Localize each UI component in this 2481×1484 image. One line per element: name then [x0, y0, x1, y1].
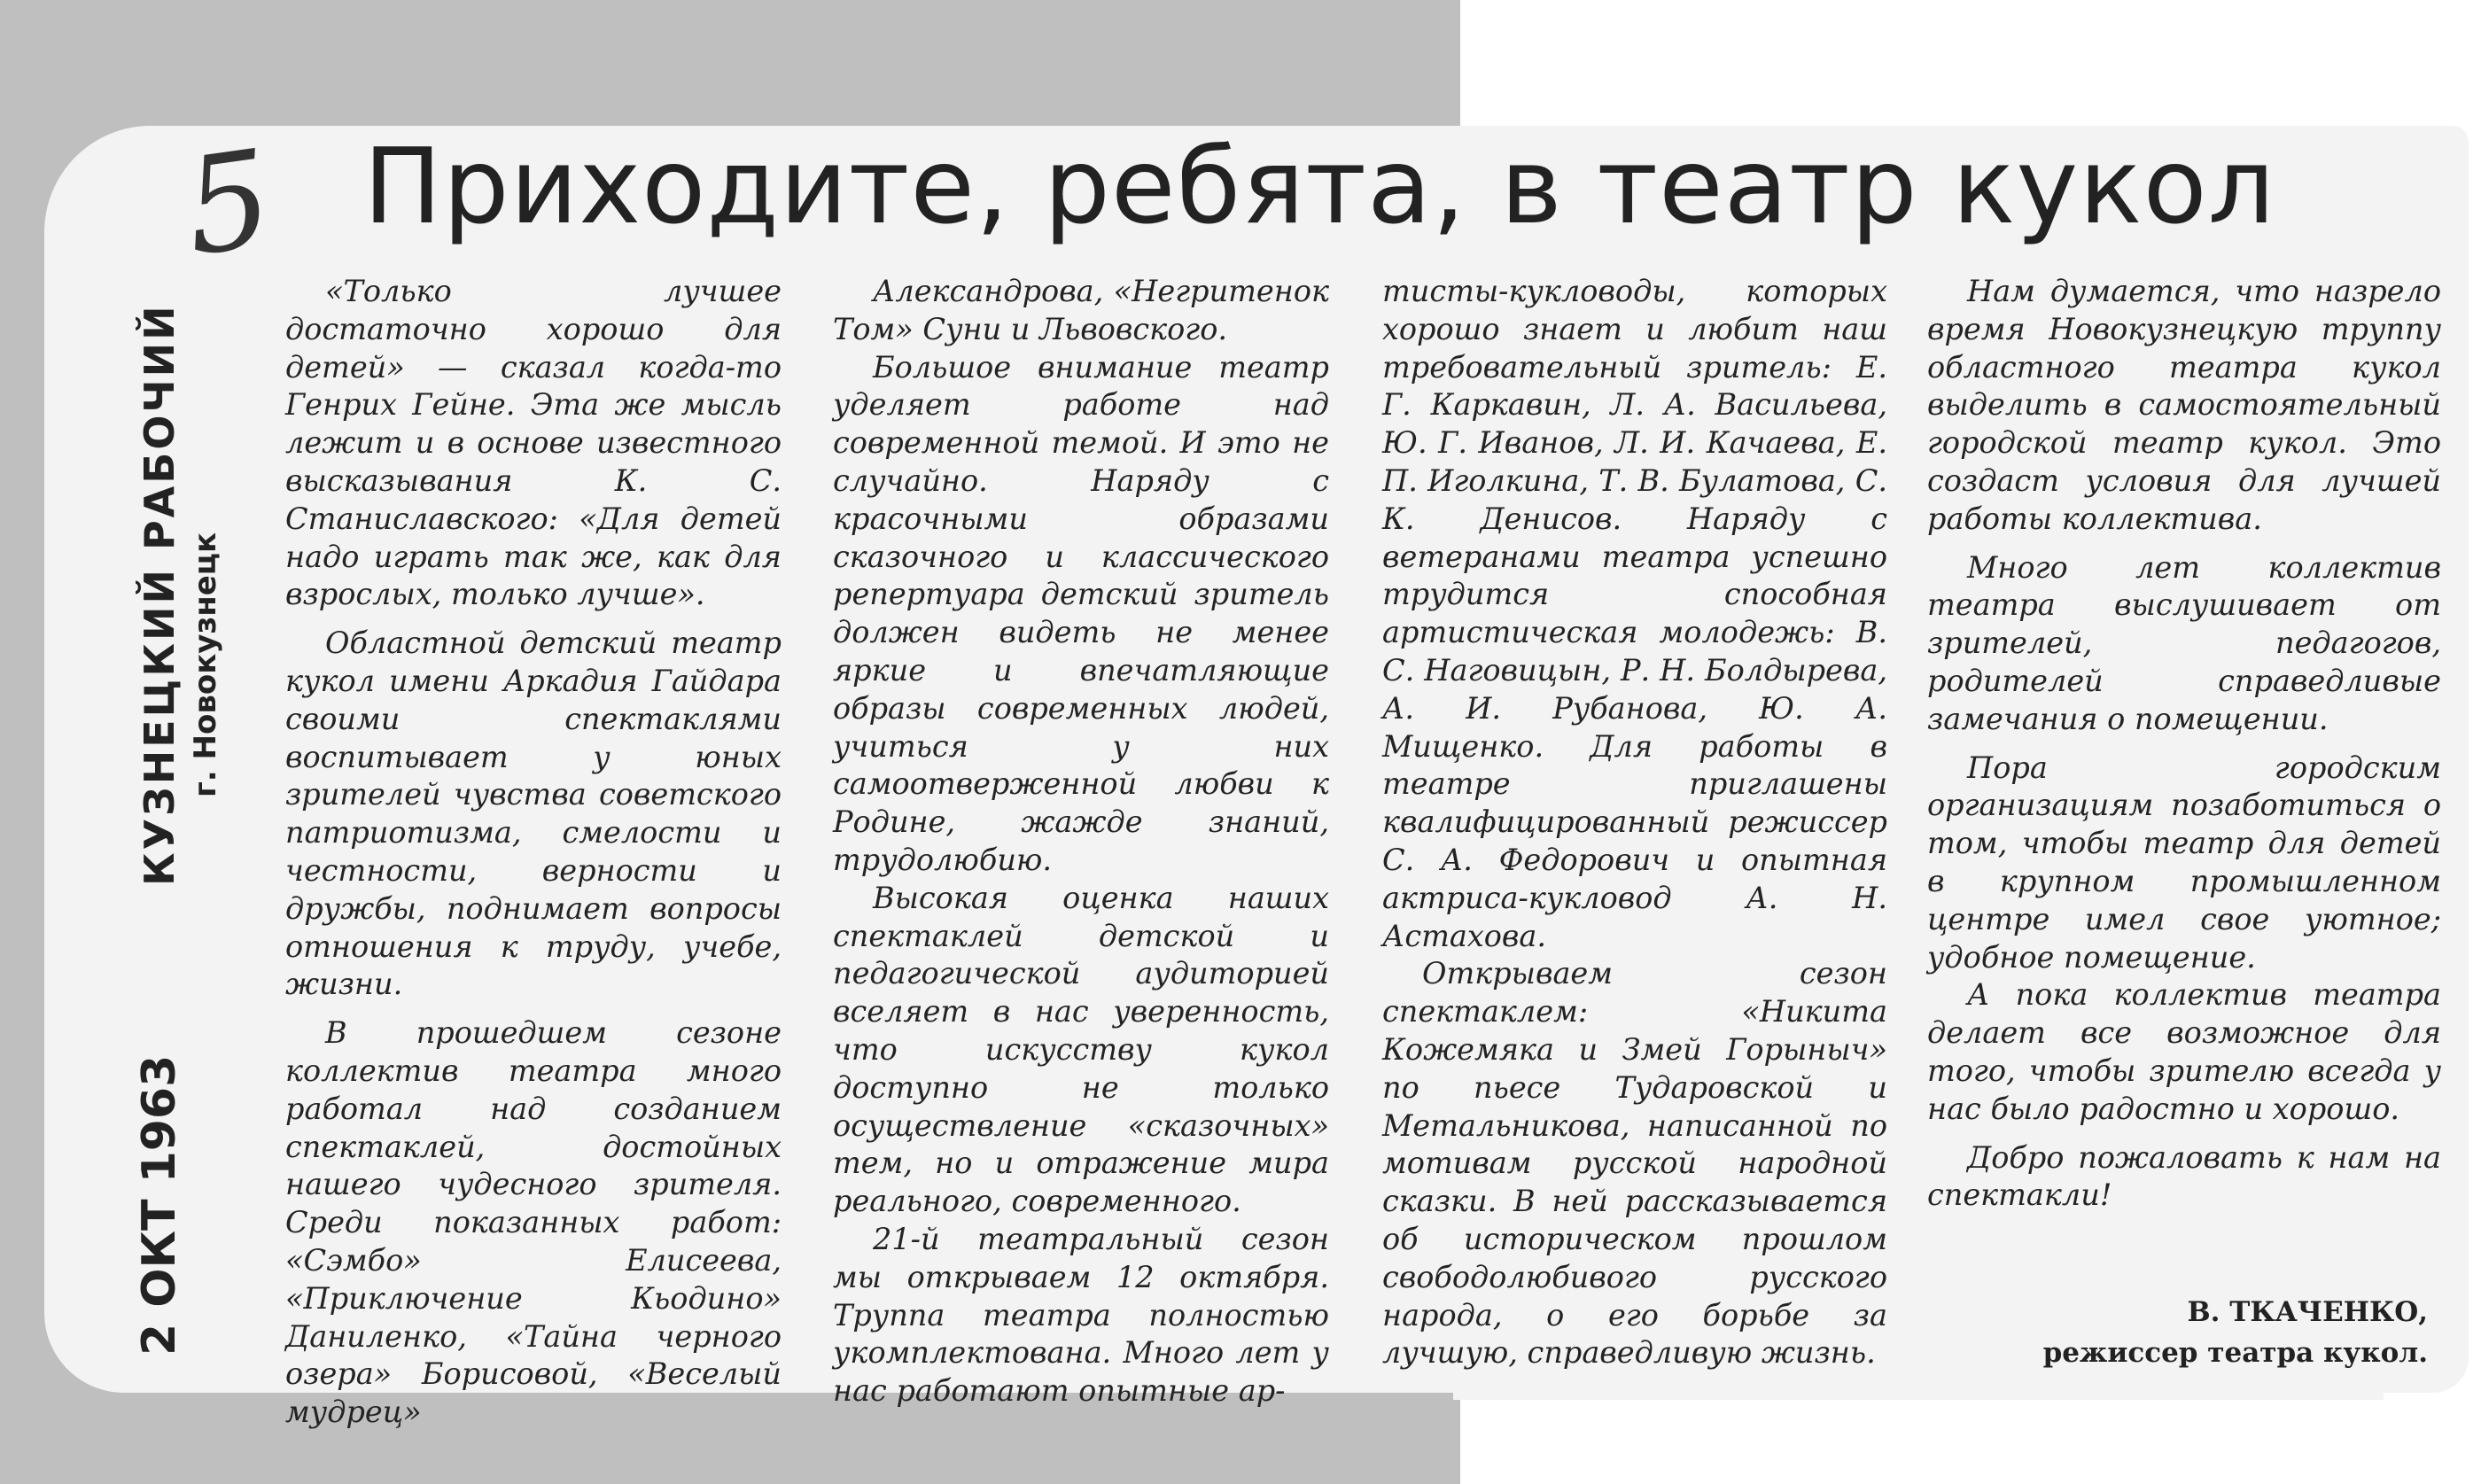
stamp-city: г. Новокузнецк: [188, 532, 223, 797]
article-column-2: [833, 273, 1329, 1410]
author-name: В. ТКАЧЕНКО,: [2187, 1296, 2428, 1328]
author-role: режиссер театра кукол.: [2042, 1337, 2428, 1369]
paragraph: Большое внимание театр уделяет работе над современной темой. И это не случайно. Наряду с красочными образами сказочного и классического репертуара детский зритель должен видеть не менее яркие и впечатляющие образы современных людей, учиться у них самоотверженной любви к Родине, жажде знаний, трудолюбию.: [833, 349, 1329, 877]
paragraph: А пока коллектив театра делает все возможное для того, чтобы зрителю всегда у нас было радостно и хорошо.: [1927, 977, 2441, 1126]
article-column-3: [1382, 273, 1887, 1372]
paragraph: тисты-кукловоды, которых хорошо знает и любит наш требовательный зритель: Е. Г. Каркавин, Л. А. Васильева, Ю. Г. Иванов, Л. И. Качаева, Е. П. Иголкина, Т. В. Булатова, С. К. Денисов. Наряду с ветеранами театра успешно трудится способная артистическая молодежь: В. С. Наговицын, Р. Н. Болдырева, А. И. Рубанова, Ю. А. Мищенко. Для работы в театре приглашены квалифицированный режиссер С. А. Федорович и опытная актриса-кукловод А. Н. Астахова.: [1382, 274, 1887, 953]
paragraph: «Только лучшее достаточно хорошо для детей» — сказал когда-то Генрих Гейне. Эта же мысль лежит и в основе известного высказывания К. С. Станиславского: «Для детей надо играть так же, как для взрослых, только лучше».: [285, 274, 782, 612]
newspaper-date-stamp: [133, 303, 223, 1356]
paragraph: Областной детский театр кукол имени Аркадия Гайдара своими спектаклями воспитывает у юных зрителей чувства советского патриотизма, смелости и честности, верности и дружбы, поднимает вопросы отношения к труду, учебе, жизни.: [285, 625, 782, 1002]
article-headline: Приходите, ребята, в театр кукол: [363, 125, 2276, 247]
stamp-date: 2 ОКТ 1963: [133, 1054, 186, 1356]
paragraph: В прошедшем сезоне коллектив театра много работал над созданием спектаклей, достойных нашего чудесного зрителя. Среди показанных работ: «Сэмбо» Елисеева, «Приключение Кьодино» Даниленко, «Тайна черного озера» Борисовой, «Веселый мудрец»: [285, 1015, 782, 1430]
stamp-newspaper-name: КУЗНЕЦКИЙ РАБОЧИЙ: [136, 303, 183, 886]
paragraph: Много лет коллектив театра выслушивает от зрителей, педагогов, родителей справедливые замечания о помещении.: [1927, 549, 2441, 736]
paragraph: Высокая оценка наших спектаклей детской и педагогической аудиторией вселяет в нас уверенность, что искусству кукол доступно не только осуществление «сказочных» тем, но и отражение мира реального, современного.: [833, 880, 1329, 1219]
paragraph: Пора городским организациям позаботиться о том, чтобы театр для детей в крупном промышленном центре имел свое уютное; удобное помещение.: [1927, 750, 2441, 975]
article-column-1: [285, 273, 782, 1432]
paragraph: 21-й театральный сезон мы открываем 12 октября. Труппа театра полностью укомплектована. Много лет у нас работают опытные ар-: [833, 1221, 1329, 1409]
article-column-4: [1927, 273, 2441, 1215]
paragraph: Открываем сезон спектаклем: «Никита Кожемяка и Змей Горыныч» по пьесе Тударовской и Метальникова, написанной по мотивам русской народной сказки. В ней рассказывается об историческом прошлом свободолюбивого русского народа, о его борьбе за лучшую, справедливую жизнь.: [1382, 956, 1887, 1371]
paragraph: Нам думается, что назрело время Новокузнецкую труппу областного театра кукол выделить в самостоятельный городской театр кукол. Это создаст условия для лучшей работы коллектива.: [1927, 274, 2441, 536]
paragraph: Добро пожаловать к нам на спектакли!: [1927, 1139, 2441, 1213]
handwritten-sheet-number: 5: [175, 121, 282, 286]
paragraph: Александрова, «Негритенок Том» Суни и Львовского.: [833, 274, 1329, 346]
author-signature: [1932, 1292, 2428, 1373]
